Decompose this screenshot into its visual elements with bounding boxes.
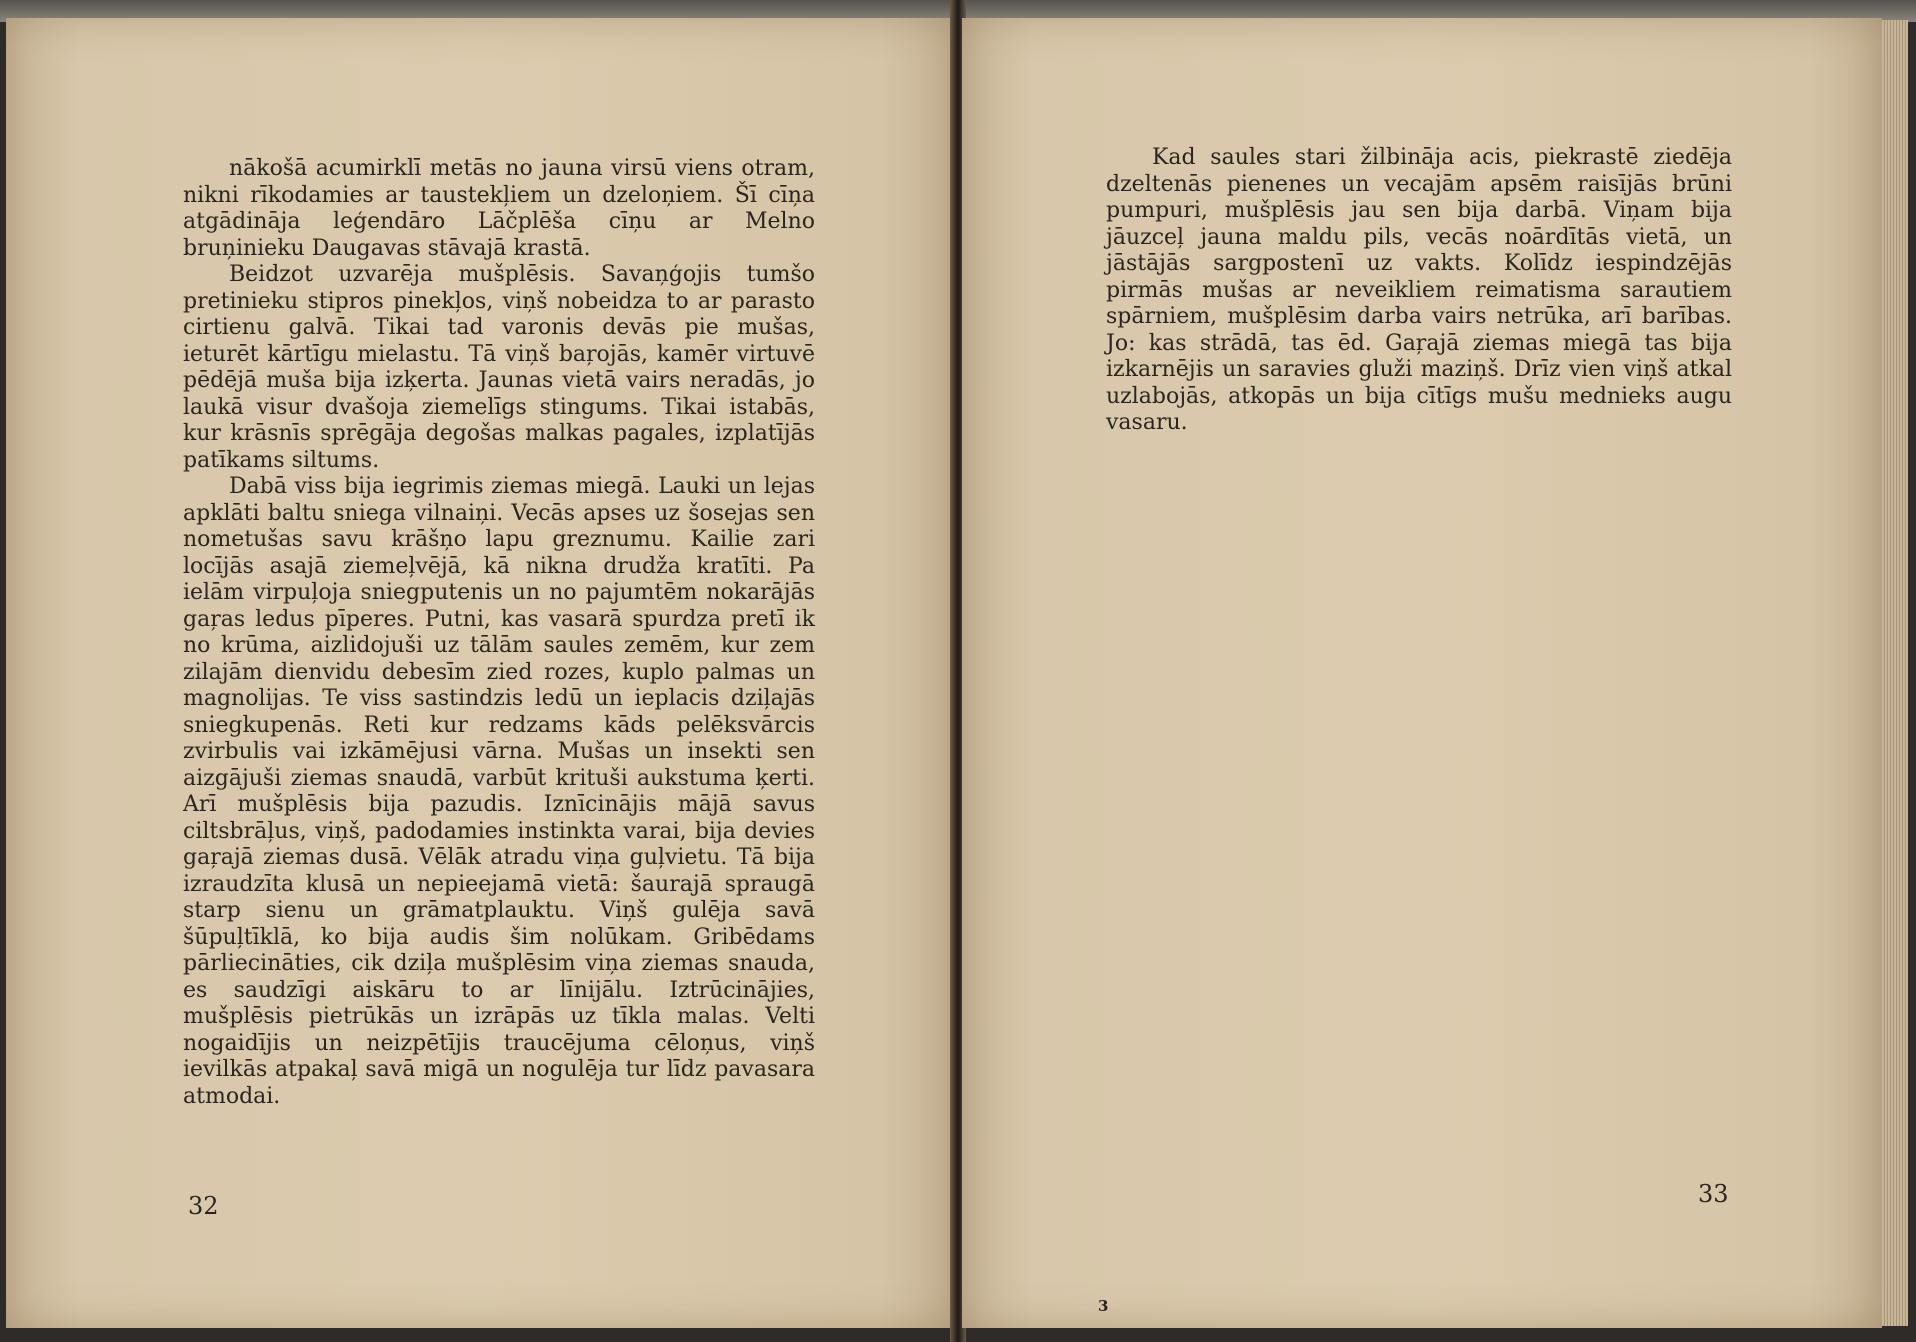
left-page-text — [183, 156, 815, 1110]
paragraph: Kad saules stari žilbināja acis, piekrastē ziedēja dzeltenās pienenes un vecajām apsēm raisījās brūni pumpuri, mušplēsis jau sen bija darbā. Viņam bija jāuzceļ jauna maldu pils, vecās noārdītās vietā, un jāstājās sargpostenī uz vakts. Kolīdz iespindzējās pirmās mušas ar neveikliem reimatisma sarautiem spārniem, mušplēsim darba vairs netrūka, arī barības. Jo: kas strādā, tas ēd. Gaŗajā ziemas miegā tas bija izkarnējis un saravies gluži maziņš. Drīz vien viņš atkal uzlabojās, atkopās un bija cītīgs mušu mednieks augu vasaru. — [1106, 145, 1732, 435]
right-page-text — [1106, 145, 1732, 437]
paragraph: nākošā acumirklī metās no jauna virsū viens otram, nikni rīkodamies ar taustekļiem un dzeloņiem. Šī cīņa atgādināja leģendāro Lāčplēša cīņu ar Melno bruņinieku Daugavas stāvajā krastā. — [183, 156, 815, 261]
paragraph: Dabā viss bija iegrimis ziemas miegā. Lauki un lejas apklāti baltu sniega vilnaiņi. Vecās apses uz šosejas sen nometušas savu krāšņo lapu greznumu. Kailie zari locījās asajā ziemeļvējā, kā nikna drudža kratīti. Pa ielām virpuļoja sniegputenis un no pajumtēm nokarājās gaŗas ledus pīperes. Putni, kas vasarā spurdza pretī ik no krūma, aizlidojuši uz tālām saules zemēm, kur zem zilajām dienvidu debesīm zied rozes, kuplo palmas un magnolijas. Te viss sastindzis ledū un ieplacis dziļajās sniegkupenās. Reti kur redzams kāds pelēksvārcis zvirbulis vai izkāmējusi vārna. Mušas un insekti sen aizgājuši ziemas snaudā, varbūt krituši aukstuma ķerti. Arī mušplēsis bija pazudis. Iznīcinājis mājā savus ciltsbrāļus, viņš, padodamies instinkta varai, bija devies gaŗajā ziemas dusā. Vēlāk atradu viņa guļvietu. Tā bija izraudzīta klusā un nepieejamā vietā: šaurajā spraugā starp sienu un grāmatplauktu. Viņš gulēja savā šūpuļtīklā, ko bija audis šim nolūkam. Gribēdams pārliecināties, cik dziļa mušplēsim viņa ziemas snauda, es saudzīgi aiskāru to ar līnijālu. Iztrūcinājies, mušplēsis pietrūkās un izrāpās uz tīkla malas. Velti nogaidījis un neizpētījis traucējuma cēloņus, viņš ievilkās atpakaļ savā migā un nogulēja tur līdz pavasara atmodai. — [183, 474, 815, 1109]
paragraph: Beidzot uzvarēja mušplēsis. Savaņģojis tumšo pretinieku stipros pinekļos, viņš nobeidza to ar parasto cirtienu galvā. Tikai tad varonis devās pie mušas, ieturēt kārtīgu mielastu. Tā viņš baŗojās, kamēr virtuvē pēdējā muša bija izķerta. Jaunas vietā vairs neradās, jo laukā visur dvašoja ziemelīgs stingums. Tikai istabās, kur krāsnīs sprēgāja degošas malkas pagales, izplatījās patīkams siltums. — [183, 262, 815, 473]
page-edges — [1882, 20, 1908, 1326]
page-number-left: 32 — [188, 1192, 219, 1220]
signature-mark: 3 — [1098, 1297, 1109, 1315]
page-number-right: 33 — [1698, 1180, 1729, 1208]
